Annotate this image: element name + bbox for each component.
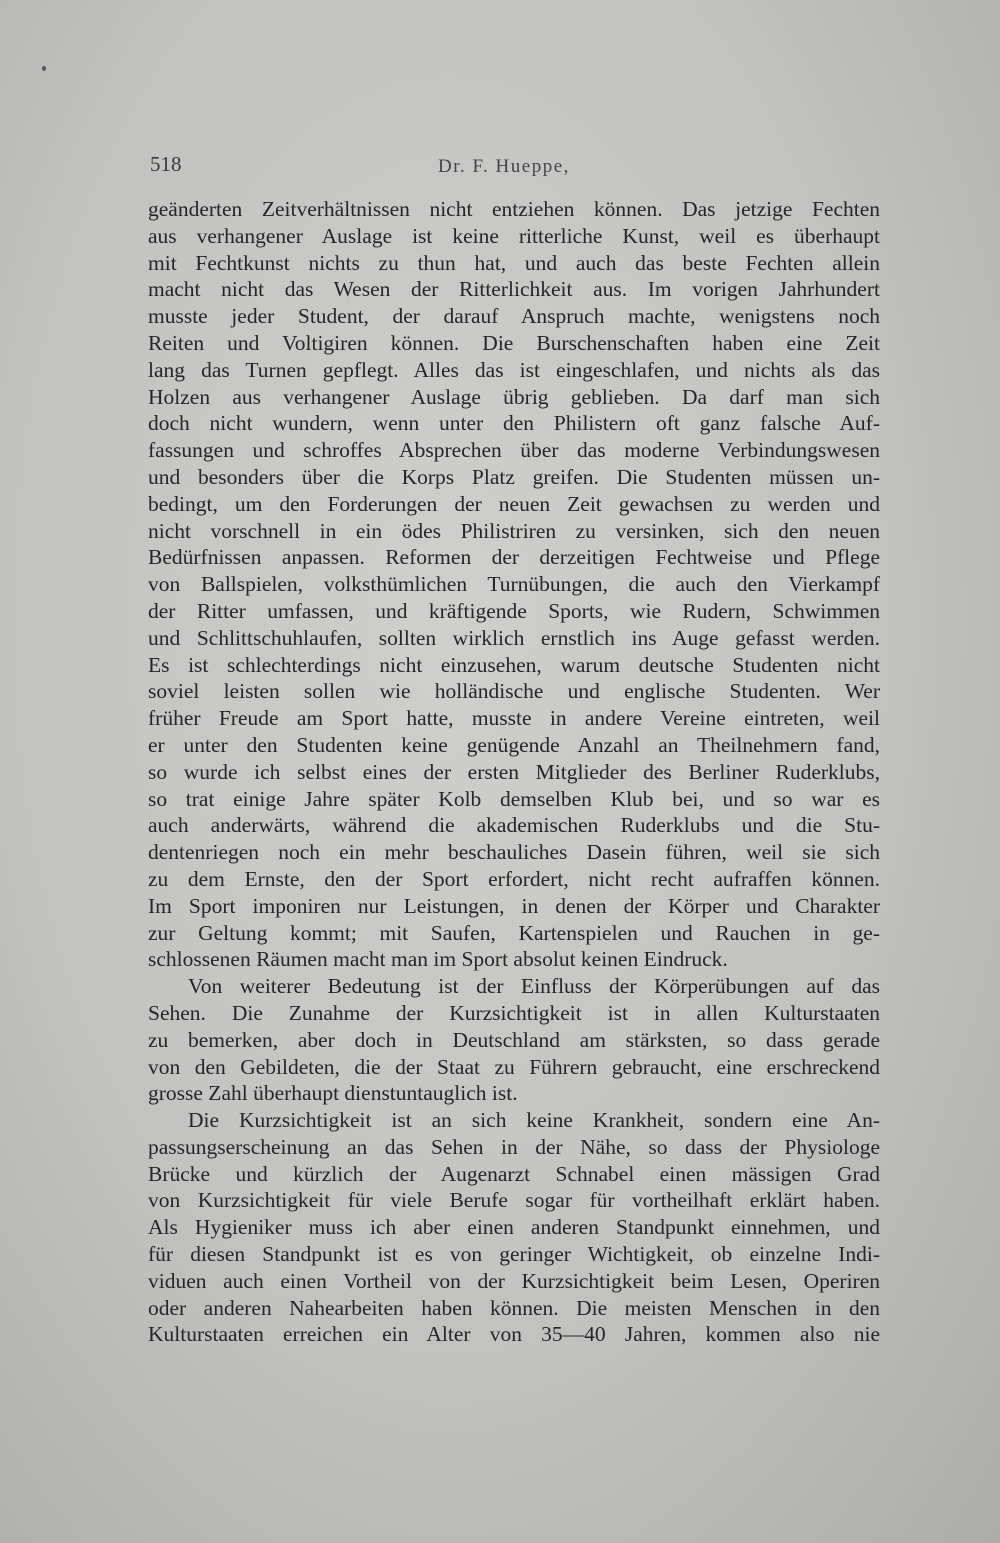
text-line: Reiten und Voltigiren können. Die Burschenschaften haben eine Zeit [148, 330, 880, 355]
text-line: oder anderen Nahearbeiten haben können. Die meisten Menschen in den [148, 1295, 880, 1320]
page-number: 518 [150, 152, 182, 176]
text-line: und Schlittschuhlaufen, sollten wirklich ernstlich ins Auge gefasst werden. [148, 625, 880, 650]
text-line: von Kurzsichtigkeit für viele Berufe sogar für vortheilhaft erklärt haben. [148, 1188, 880, 1213]
text-line: der Ritter umfassen, und kräftigende Sports, wie Rudern, Schwimmen [148, 598, 880, 623]
text-line: er unter den Studenten keine genügende Anzahl an Theilnehmern fand, [148, 732, 880, 757]
running-head: Dr. F. Hueppe, [438, 156, 570, 177]
body-text [148, 196, 880, 1348]
text-line: grosse Zahl überhaupt dienstuntauglich ist. [148, 1081, 518, 1106]
text-line: soviel leisten sollen wie holländische und englische Studenten. Wer [148, 679, 880, 704]
text-line: mit Fechtkunst nichts zu thun hat, und auch das beste Fechten allein [148, 250, 880, 275]
text-line: passungserscheinung an das Sehen in der Nähe, so dass der Physiologe [148, 1134, 880, 1159]
paragraph-first-line: Die Kurzsichtigkeit ist an sich keine Krankheit, sondern eine An- [188, 1108, 880, 1133]
text-line: zu dem Ernste, den der Sport erfordert, nicht recht aufraffen können. [148, 866, 880, 891]
text-line: zur Geltung kommt; mit Saufen, Kartenspielen und Rauchen in ge- [148, 920, 880, 945]
text-line: von den Gebildeten, die der Staat zu Führern gebraucht, eine erschreckend [148, 1054, 880, 1079]
text-line: lang das Turnen gepflegt. Alles das ist eingeschlafen, und nichts als das [148, 357, 880, 382]
page-header [150, 152, 880, 186]
text-line: Holzen aus verhangener Auslage übrig geblieben. Da darf man sich [148, 384, 880, 409]
text-line: Bedürfnissen anpassen. Reformen der derzeitigen Fechtweise und Pflege [148, 545, 880, 570]
text-line: fassungen und schroffes Absprechen über das moderne Verbindungswesen [148, 438, 880, 463]
text-line: geänderten Zeitverhältnissen nicht entziehen können. Das jetzige Fechten [148, 197, 880, 221]
paragraph-first-line: Von weiterer Bedeutung ist der Einfluss der Körperübungen auf das [188, 974, 880, 999]
text-line: dentenriegen noch ein mehr beschauliches Dasein führen, weil sie sich [148, 840, 880, 865]
text-line: Im Sport imponiren nur Leistungen, in denen der Körper und Charakter [148, 893, 880, 918]
text-line: so wurde ich selbst eines der ersten Mitglieder des Berliner Ruderklubs, [148, 759, 880, 784]
text-line: viduen auch einen Vortheil von der Kurzsichtigkeit beim Lesen, Operiren [148, 1268, 880, 1293]
text-line: Als Hygieniker muss ich aber einen anderen Standpunkt einnehmen, und [148, 1215, 880, 1240]
text-line: musste jeder Student, der darauf Anspruch machte, wenigstens noch [148, 304, 880, 329]
text-line: und besonders über die Korps Platz greifen. Die Studenten müssen un- [148, 464, 880, 489]
text-line: Kulturstaaten erreichen ein Alter von 35—40 Jahren, kommen also nie [148, 1322, 880, 1347]
text-line: auch anderwärts, während die akademischen Ruderklubs und die Stu- [148, 813, 880, 838]
text-line: von Ballspielen, volksthümlichen Turnübungen, die auch den Vierkampf [148, 572, 880, 597]
dust-speck [42, 66, 46, 71]
text-line: macht nicht das Wesen der Ritterlichkeit aus. Im vorigen Jahrhundert [148, 277, 880, 302]
text-line: zu bemerken, aber doch in Deutschland am stärksten, so dass gerade [148, 1027, 880, 1052]
text-line: nicht vorschnell in ein ödes Philistriren zu versinken, sich den neuen [148, 518, 880, 543]
text-line: bedingt, um den Forderungen der neuen Zeit gewachsen zu werden und [148, 491, 880, 516]
text-line: Sehen. Die Zunahme der Kurzsichtigkeit ist in allen Kulturstaaten [148, 1000, 880, 1025]
text-line: Brücke und kürzlich der Augenarzt Schnabel einen mässigen Grad [148, 1161, 880, 1186]
text-line: früher Freude am Sport hatte, musste in andere Vereine eintreten, weil [148, 706, 880, 731]
text-line: aus verhangener Auslage ist keine ritterliche Kunst, weil es überhaupt [148, 223, 880, 248]
text-line: Es ist schlechterdings nicht einzusehen, warum deutsche Studenten nicht [148, 652, 880, 677]
text-line: für diesen Standpunkt ist es von geringer Wichtigkeit, ob einzelne Indi- [148, 1242, 880, 1267]
text-line: schlossenen Räumen macht man im Sport absolut keinen Eindruck. [148, 947, 728, 972]
text-line: so trat einige Jahre später Kolb demselben Klub bei, und so war es [148, 786, 880, 811]
text-line: doch nicht wundern, wenn unter den Philistern oft ganz falsche Auf- [148, 411, 880, 436]
